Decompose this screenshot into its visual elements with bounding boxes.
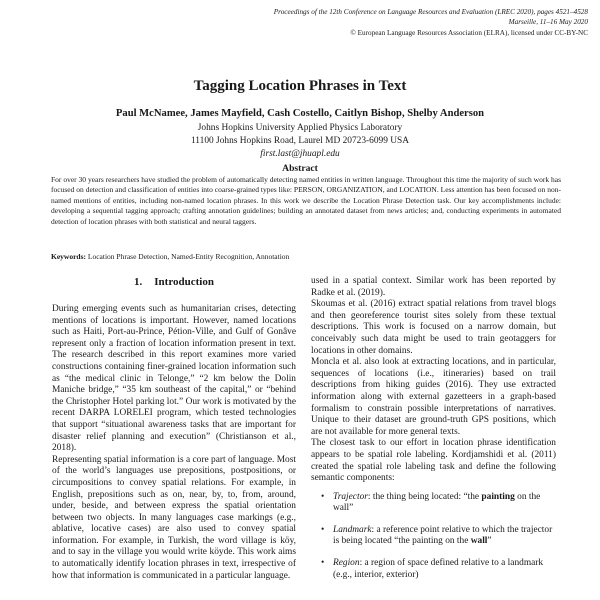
intro-paragraph-1: During emerging events such as humanitarian crises, detecting mentions of locations is important. However, named locations such as Haiti, Port-au-Prince, Pétion-Ville, and Gulf of Gonâve represent only a fraction of location information present in text. The research described in this report examines more varied constructions containing finer-grained location information such as “the medical clinic in Telonge,” “2 km below the Dolin Maniche bridge,” “35 km southeast of the capital,” or “behind the Christopher Hotel parking lot.” Our work is motivated by the recent DARPA LORELEI program, which tested technologies that support “situational awareness tasks that are important for disaster relief planning and execution” (Christianson et al., 2018). bbox=[52, 304, 296, 454]
abstract-heading: Abstract bbox=[282, 163, 318, 174]
affiliation-org: Johns Hopkins University Applied Physics Laboratory bbox=[197, 123, 403, 133]
list-item-text: : a reference point relative to which the trajector is being located “the painting on the bbox=[333, 524, 553, 547]
intro-paragraph-2: Representing spatial information is a core part of language. Most of the world’s languages use prepositions, postpositions, or circumpositions to convey spatial relations. For example, in English, prepositions such as on, near, by, to, from, around, under, beside, and between express the spatial orientation between two objects. In many languages case markings (e.g., ablative, locative cases) are also used to convey spatial information. For example, in Turkish, the word village is köy, and to say in the village you would write köyde. This work aims to automatically identify location phrases in text, irrespective of how that information is communicated in a particular language. bbox=[52, 454, 296, 581]
list-item-bold: painting bbox=[481, 491, 515, 502]
semantic-components-list bbox=[311, 492, 556, 582]
section-title: Introduction bbox=[154, 276, 214, 288]
keywords-text: Location Phrase Detection, Named-Entity Recognition, Annotation bbox=[87, 252, 290, 261]
list-item-region bbox=[311, 558, 556, 581]
list-item-text: : a region of space defined relative to a landmark (e.g., interior, exterior) bbox=[333, 558, 544, 580]
bullet-icon: • bbox=[321, 491, 325, 502]
list-item-term: Region bbox=[333, 558, 360, 569]
list-item-trajector bbox=[311, 492, 556, 515]
affiliation-email: first.last@jhuapl.edu bbox=[260, 149, 340, 159]
list-item-bold: wall bbox=[470, 536, 488, 547]
keywords-label: Keywords: bbox=[51, 252, 86, 261]
list-item-term: Landmark bbox=[333, 524, 372, 535]
right-paragraph-1: used in a spatial context. Similar work has been reported by Radke et al. (2019). bbox=[311, 276, 556, 298]
keywords bbox=[51, 252, 561, 261]
proceedings-line: Proceedings of the 12th Conference on Language Resources and Evaluation (LREC 2020), pages 4521–4528 bbox=[273, 8, 588, 16]
paper-title: Tagging Location Phrases in Text bbox=[193, 78, 407, 94]
list-item-text: : the thing being located: “the bbox=[367, 491, 482, 502]
affiliation-address: 11100 Johns Hopkins Road, Laurel MD 20723-6099 USA bbox=[190, 136, 410, 146]
section-heading-introduction bbox=[52, 276, 296, 290]
copyright-line: © European Language Resources Association (ELRA), licensed under CC-BY-NC bbox=[350, 28, 588, 37]
list-item-term: Trajector bbox=[333, 491, 368, 502]
right-paragraph-3: Moncla et al. also look at extracting locations, and in particular, sequences of locations (i.e., itineraries) based on trail descriptions from hiking guides (2016). They use extracted information along with external gazetteers in a graph-based formalism to constrain possible interpretations of narratives. Unique to their dataset are ground-truth GPS positions, which are not available for more general texts. bbox=[311, 357, 556, 437]
bullet-icon: • bbox=[321, 524, 325, 535]
right-paragraph-2: Skoumas et al. (2016) extract spatial relations from travel blogs and then georeference tourist sites solely from these textual descriptions. This work is focused on a narrow domain, but conceivably such data might be used to train geotaggers for locations in other domains. bbox=[311, 299, 556, 356]
right-paragraph-4: The closest task to our effort in location phrase identification appears to be spatial role labeling. Kordjamshidi et al. (2011) created the spatial role labeling task and define the following semantic components: bbox=[311, 438, 556, 484]
author-list: Paul McNamee, James Mayfield, Cash Costello, Caitlyn Bishop, Shelby Anderson bbox=[115, 108, 485, 119]
left-column bbox=[52, 276, 296, 582]
location-date-line: Marseille, 11–16 May 2020 bbox=[508, 18, 588, 27]
right-column bbox=[311, 276, 556, 591]
list-item-landmark bbox=[311, 525, 556, 548]
proceedings-header bbox=[258, 7, 588, 38]
bullet-icon: • bbox=[321, 558, 325, 569]
list-item-after: on the wall” bbox=[333, 491, 541, 514]
list-item-after: ” bbox=[487, 536, 492, 547]
section-number: 1. bbox=[134, 276, 143, 288]
abstract-text: For over 30 years researchers have studied the problem of automatically detecting named entities in written language. Throughout this time the majority of such work has focused on detection and classification of entities into coarse-grained types like: PERSON, ORGANIZATION, and LOCATION. Less attention has been focused on non-named mentions of entities, including non-named location phrases. In this work we describe the Location Phrase Detection task. Our key accomplishments include: developing a sequential tagging approach; crafting annotation guidelines; building an annotated dataset from news articles; and, conducting experiments in automated detection of location phrases with both statistical and neural taggers. bbox=[51, 175, 561, 226]
